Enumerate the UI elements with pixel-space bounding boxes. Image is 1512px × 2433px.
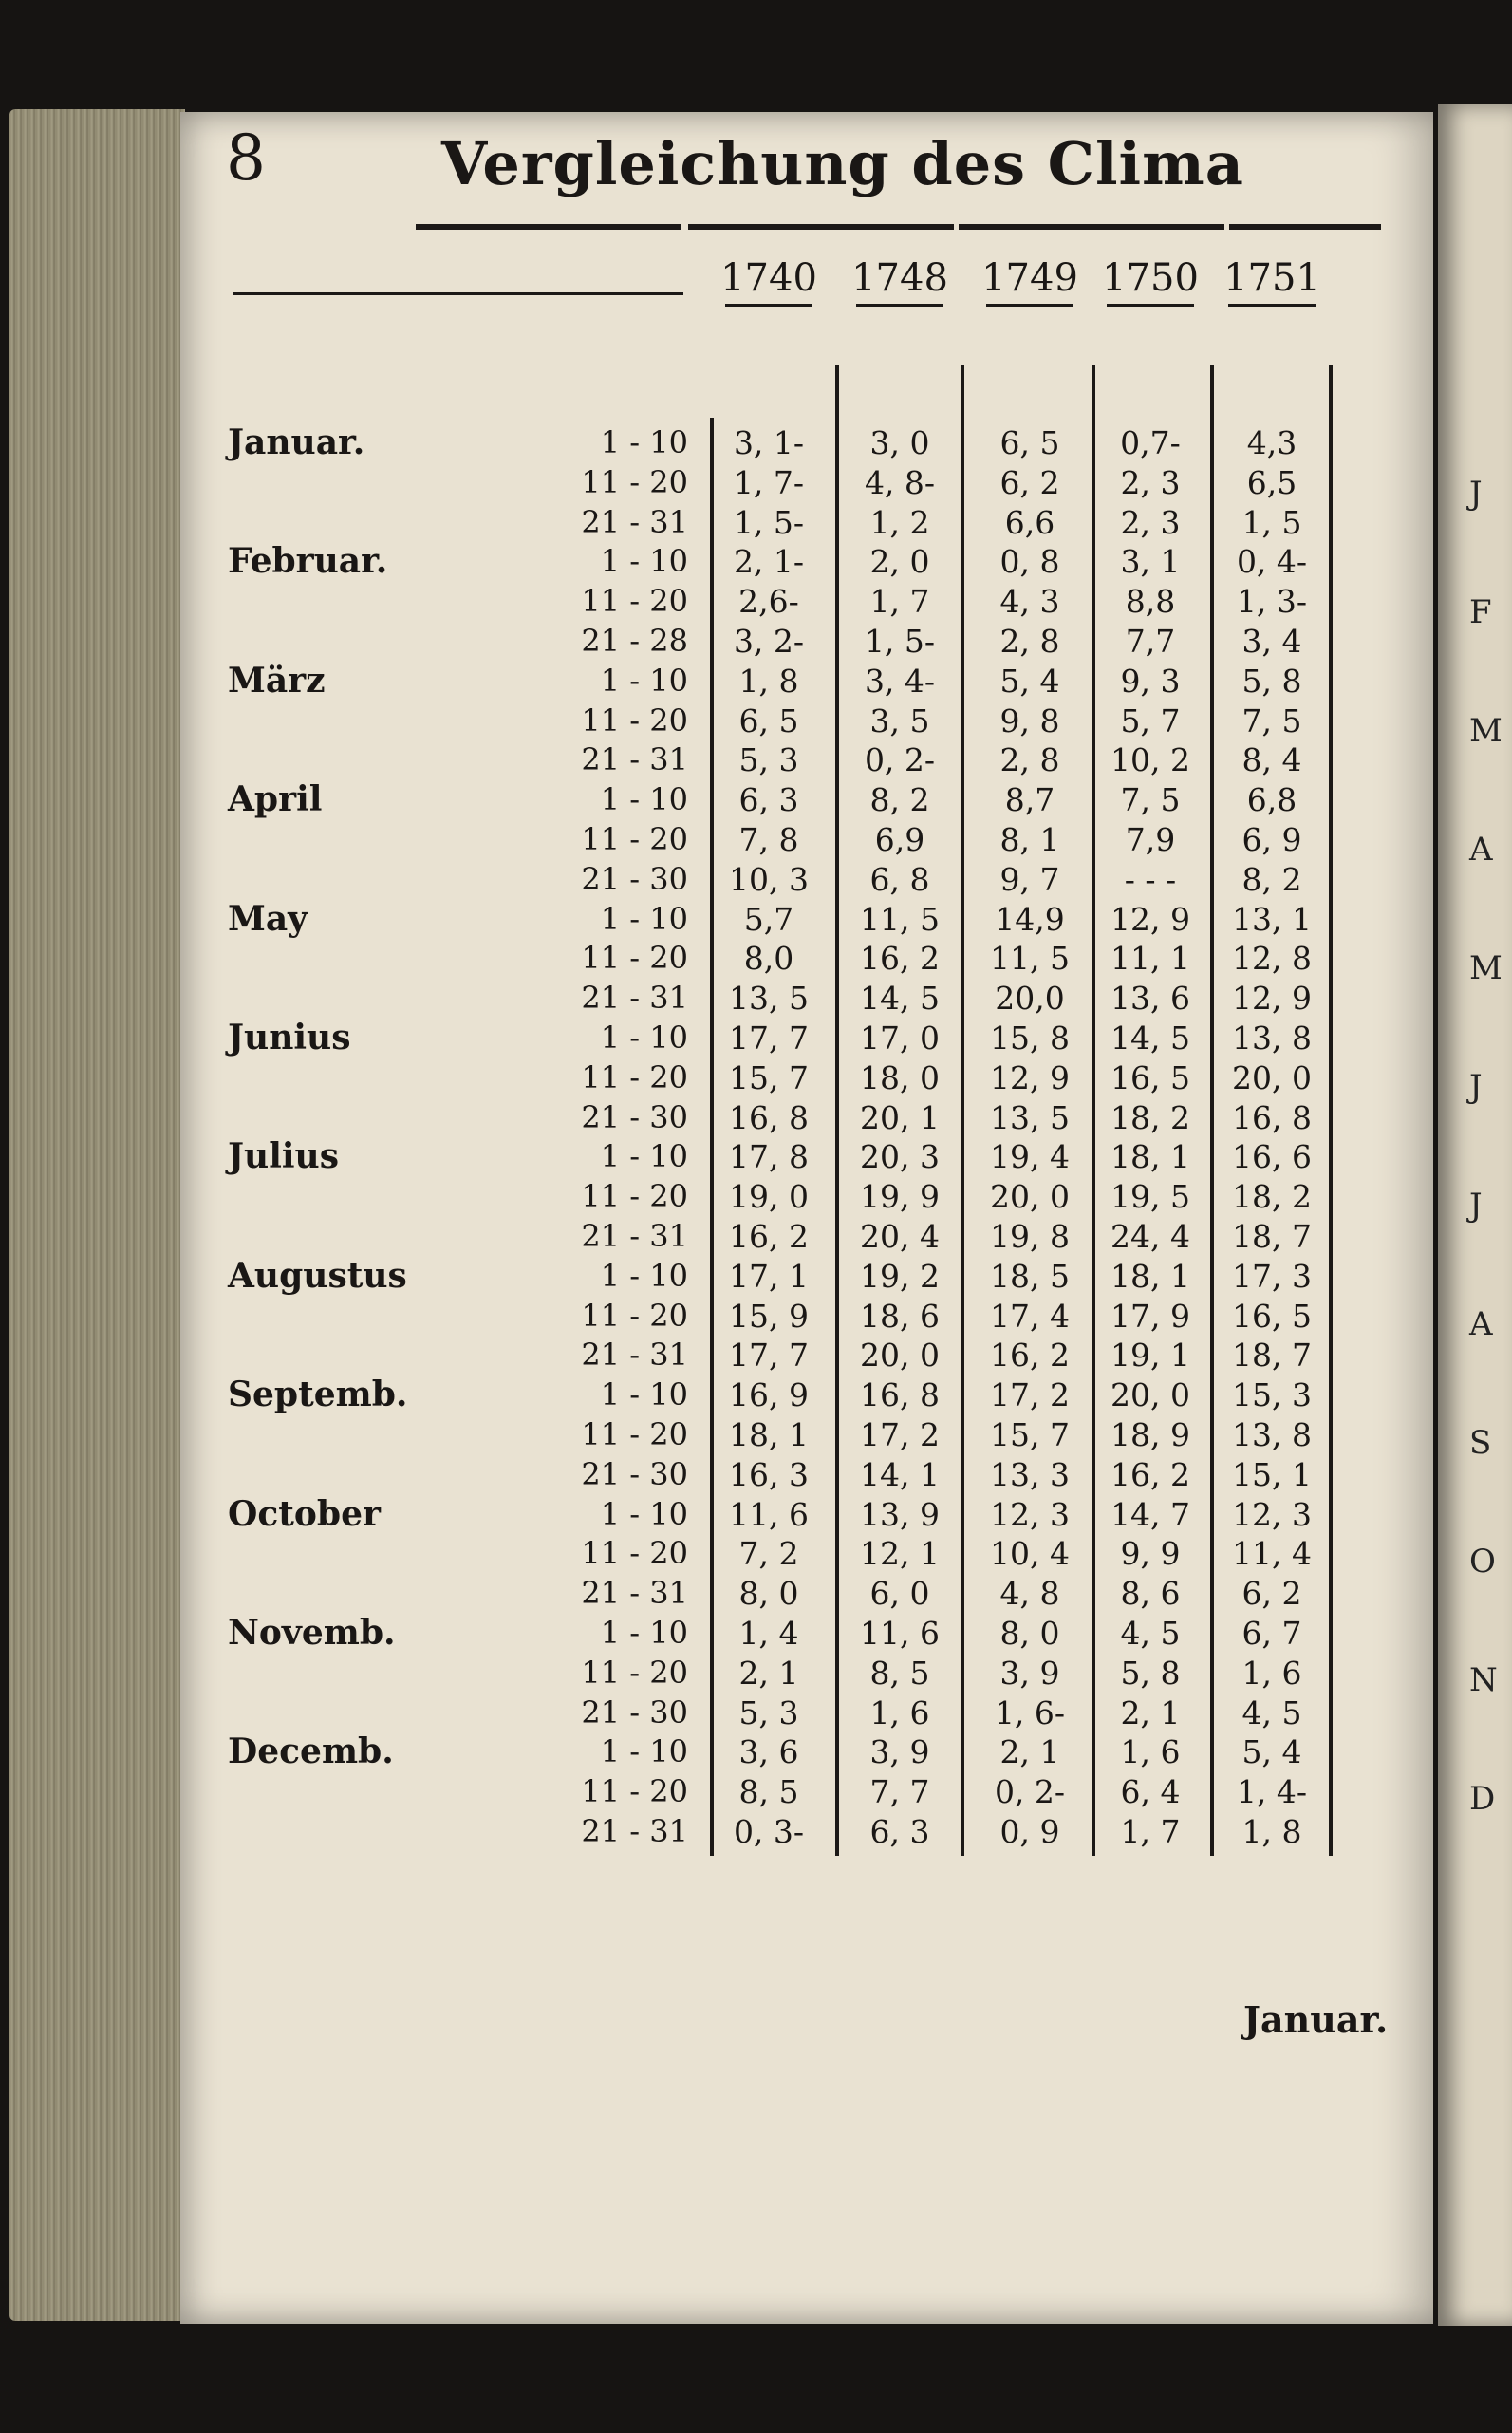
period-label: 1 - 10: [600, 1615, 688, 1651]
table-cell: 3, 6: [738, 1733, 799, 1771]
period-label: 1 - 10: [600, 1376, 688, 1413]
next-page-letter: J: [1469, 475, 1483, 513]
table-cell: 17, 2: [860, 1416, 940, 1453]
table-cell: 17, 8: [729, 1138, 809, 1176]
period-label: 1 - 10: [600, 543, 688, 580]
table-cell: 1, 7-: [733, 463, 805, 501]
table-cell: 13, 9: [860, 1495, 940, 1533]
table-cell: 17, 2: [990, 1376, 1070, 1414]
table-cell: 9, 3: [1120, 662, 1181, 700]
period-label: 1 - 10: [600, 900, 688, 937]
period-label: 21 - 30: [581, 860, 688, 897]
table-cell: 2, 1-: [733, 543, 805, 581]
column-separator: [835, 365, 839, 1856]
table-cell: 20, 1: [860, 1098, 940, 1136]
period-label: 21 - 31: [581, 503, 688, 540]
table-cell: 18, 9: [1111, 1416, 1190, 1453]
period-label: 11 - 20: [581, 1773, 688, 1810]
table-cell: 3, 1-: [733, 424, 805, 461]
table-cell: 0, 2-: [994, 1773, 1066, 1811]
table-cell: 2,6-: [738, 583, 799, 621]
month-label: Septemb.: [228, 1375, 408, 1415]
table-cell: 14, 1: [860, 1455, 940, 1493]
table-cell: 1, 5-: [733, 503, 805, 541]
next-page-letter: A: [1469, 1305, 1493, 1343]
table-cell: 17, 4: [990, 1297, 1070, 1335]
month-label: Decemb.: [228, 1731, 394, 1772]
table-cell: 12, 9: [1232, 980, 1312, 1018]
table-cell: 5, 3: [738, 1694, 799, 1731]
table-cell: 18, 7: [1232, 1218, 1312, 1255]
year-header-1749: 1749: [981, 256, 1078, 300]
period-label: 1 - 10: [600, 662, 688, 699]
table-cell: 17, 9: [1111, 1297, 1190, 1335]
table-cell: - - -: [1124, 860, 1177, 898]
period-label: 11 - 20: [581, 702, 688, 739]
table-cell: 7, 5: [1241, 702, 1302, 739]
table-cell: 11, 1: [1111, 940, 1190, 978]
table-cell: 6,5: [1246, 463, 1297, 501]
year-header-underline: [1107, 304, 1194, 307]
table-cell: 13, 3: [990, 1455, 1070, 1493]
table-cell: 3, 5: [869, 702, 930, 739]
table-cell: 6, 7: [1241, 1615, 1302, 1652]
period-label: 11 - 20: [581, 1535, 688, 1572]
next-page-letter: J: [1469, 1187, 1483, 1225]
period-label: 11 - 20: [581, 583, 688, 620]
table-cell: 15, 7: [729, 1058, 809, 1096]
next-page-letter: O: [1469, 1543, 1496, 1581]
table-cell: 10, 4: [990, 1535, 1070, 1573]
table-cell: 8, 0: [738, 1575, 799, 1613]
table-cell: 7, 5: [1120, 781, 1181, 819]
table-cell: 5,7: [743, 900, 794, 938]
table-cell: 19, 5: [1111, 1178, 1190, 1216]
year-header-1740: 1740: [720, 256, 817, 300]
table-cell: 20, 4: [860, 1218, 940, 1255]
table-cell: 6, 2: [1241, 1575, 1302, 1613]
month-label: Februar.: [228, 541, 388, 582]
period-label: 11 - 20: [581, 1416, 688, 1452]
header-rule: [416, 224, 681, 230]
next-page-letter: M: [1469, 712, 1503, 750]
table-cell: 8, 4: [1241, 741, 1302, 779]
table-cell: 15, 7: [990, 1416, 1070, 1453]
table-cell: 7, 8: [738, 821, 799, 858]
table-cell: 20, 3: [860, 1138, 940, 1176]
table-cell: 8,8: [1125, 583, 1176, 621]
table-cell: 4,3: [1246, 424, 1297, 461]
table-cell: 6,8: [1246, 781, 1297, 819]
table-cell: 2, 3: [1120, 463, 1181, 501]
period-label: 1 - 10: [600, 424, 688, 460]
next-page-letter: M: [1469, 949, 1503, 987]
period-label: 21 - 31: [581, 980, 688, 1017]
table-cell: 1, 5-: [864, 623, 936, 660]
period-label: 11 - 20: [581, 940, 688, 977]
table-cell: 2, 8: [999, 623, 1060, 660]
table-cell: 1, 2: [869, 503, 930, 541]
table-cell: 1, 6: [1241, 1654, 1302, 1692]
table-cell: 11, 5: [860, 900, 940, 938]
table-cell: 18, 6: [860, 1297, 940, 1335]
column-heading-underline: [233, 292, 683, 295]
table-cell: 1, 6: [869, 1694, 930, 1731]
table-cell: 10, 3: [729, 860, 809, 898]
table-cell: 8, 1: [999, 821, 1060, 858]
period-label: 21 - 28: [581, 623, 688, 659]
table-cell: 9, 8: [999, 702, 1060, 739]
month-label: Januar.: [228, 422, 365, 462]
table-cell: 3, 4-: [864, 662, 936, 700]
table-cell: 5, 4: [999, 662, 1060, 700]
table-cell: 5, 8: [1120, 1654, 1181, 1692]
table-cell: 11, 6: [729, 1495, 809, 1533]
table-cell: 4, 8-: [864, 463, 936, 501]
next-page-letter: D: [1469, 1780, 1496, 1818]
table-cell: 18, 5: [990, 1257, 1070, 1295]
table-cell: 16, 5: [1111, 1058, 1190, 1096]
period-label: 21 - 30: [581, 1098, 688, 1135]
book-page-edges: [9, 109, 185, 2321]
table-cell: 14, 5: [860, 980, 940, 1018]
period-label: 11 - 20: [581, 1654, 688, 1691]
table-cell: 3, 0: [869, 424, 930, 461]
table-cell: 1, 3-: [1236, 583, 1308, 621]
year-header-1750: 1750: [1102, 256, 1199, 300]
table-cell: 13, 5: [729, 980, 809, 1018]
table-cell: 19, 8: [990, 1218, 1070, 1255]
next-page-letter: F: [1469, 593, 1492, 631]
table-cell: 1, 5: [1241, 503, 1302, 541]
month-label: März: [228, 660, 326, 701]
table-cell: 3, 9: [869, 1733, 930, 1771]
header-rule: [1229, 224, 1381, 230]
month-label: Augustus: [228, 1255, 407, 1296]
period-label: 1 - 10: [600, 1138, 688, 1175]
table-cell: 1, 4: [738, 1615, 799, 1652]
table-cell: 6, 4: [1120, 1773, 1181, 1811]
table-cell: 12, 3: [990, 1495, 1070, 1533]
table-cell: 16, 8: [729, 1098, 809, 1136]
table-cell: 17, 3: [1232, 1257, 1312, 1295]
next-page-letter: A: [1469, 831, 1493, 869]
table-cell: 8, 2: [869, 781, 930, 819]
table-cell: 14, 5: [1111, 1020, 1190, 1057]
table-cell: 19, 1: [1111, 1337, 1190, 1375]
table-cell: 1, 8: [1241, 1813, 1302, 1850]
table-cell: 18, 1: [1111, 1257, 1190, 1295]
period-label: 21 - 31: [581, 1337, 688, 1374]
table-cell: 6, 8: [869, 860, 930, 898]
table-cell: 3, 9: [999, 1654, 1060, 1692]
month-label: Novemb.: [228, 1613, 396, 1653]
table-cell: 3, 2-: [733, 623, 805, 660]
table-cell: 19, 0: [729, 1178, 809, 1216]
table-cell: 0, 8: [999, 543, 1060, 581]
table-cell: 20,0: [995, 980, 1065, 1018]
table-cell: 4, 3: [999, 583, 1060, 621]
table-cell: 8, 6: [1120, 1575, 1181, 1613]
period-label: 1 - 10: [600, 1495, 688, 1532]
table-cell: 6, 9: [1241, 821, 1302, 858]
table-cell: 5, 8: [1241, 662, 1302, 700]
table-cell: 16, 2: [860, 940, 940, 978]
table-cell: 5, 7: [1120, 702, 1181, 739]
table-cell: 8, 5: [738, 1773, 799, 1811]
table-cell: 18, 2: [1232, 1178, 1312, 1216]
table-cell: 2, 1: [738, 1654, 799, 1692]
table-cell: 13, 6: [1111, 980, 1190, 1018]
table-cell: 2, 3: [1120, 503, 1181, 541]
next-page-letter: S: [1469, 1424, 1492, 1462]
table-cell: 14,9: [995, 900, 1065, 938]
table-cell: 20, 0: [1232, 1058, 1312, 1096]
period-label: 1 - 10: [600, 781, 688, 818]
next-page-letter: N: [1469, 1661, 1498, 1699]
table-cell: 0, 4-: [1236, 543, 1308, 581]
table-cell: 0, 3-: [733, 1813, 805, 1850]
table-cell: 11, 6: [860, 1615, 940, 1652]
table-cell: 6,6: [1004, 503, 1055, 541]
column-separator: [1329, 365, 1333, 1856]
month-label: Julius: [228, 1136, 339, 1177]
header-rule: [959, 224, 1224, 230]
year-header-underline: [856, 304, 943, 307]
period-label: 21 - 31: [581, 741, 688, 778]
table-cell: 4, 5: [1241, 1694, 1302, 1731]
month-label: April: [228, 779, 323, 820]
table-cell: 16, 2: [729, 1218, 809, 1255]
table-cell: 12, 3: [1232, 1495, 1312, 1533]
table-cell: 20, 0: [990, 1178, 1070, 1216]
table-cell: 0, 2-: [864, 741, 936, 779]
table-cell: 12, 9: [1111, 900, 1190, 938]
table-cell: 8,0: [743, 940, 794, 978]
table-cell: 20, 0: [860, 1337, 940, 1375]
table-cell: 15, 3: [1232, 1376, 1312, 1414]
table-cell: 1, 8: [738, 662, 799, 700]
table-cell: 16, 2: [1111, 1455, 1190, 1493]
table-cell: 10, 2: [1111, 741, 1190, 779]
period-label: 1 - 10: [600, 1020, 688, 1056]
table-cell: 13, 1: [1232, 900, 1312, 938]
table-cell: 16, 5: [1232, 1297, 1312, 1335]
table-cell: 1, 7: [869, 583, 930, 621]
table-cell: 11, 4: [1232, 1535, 1312, 1573]
table-cell: 6, 0: [869, 1575, 930, 1613]
table-cell: 2, 1: [1120, 1694, 1181, 1731]
year-header-underline: [1228, 304, 1316, 307]
table-cell: 8, 5: [869, 1654, 930, 1692]
period-label: 11 - 20: [581, 1297, 688, 1334]
next-page-letter: J: [1469, 1068, 1483, 1106]
table-cell: 6, 2: [999, 463, 1060, 501]
table-cell: 12, 8: [1232, 940, 1312, 978]
year-header-underline: [986, 304, 1073, 307]
period-label: 21 - 31: [581, 1218, 688, 1254]
table-cell: 2, 1: [999, 1733, 1060, 1771]
table-cell: 0, 9: [999, 1813, 1060, 1850]
table-cell: 15, 1: [1232, 1455, 1312, 1493]
table-cell: 3, 4: [1241, 623, 1302, 660]
table-cell: 15, 9: [729, 1297, 809, 1335]
table-cell: 1, 4-: [1236, 1773, 1308, 1811]
table-cell: 17, 7: [729, 1337, 809, 1375]
month-label: October: [228, 1493, 381, 1534]
period-label: 11 - 20: [581, 463, 688, 500]
period-label: 11 - 20: [581, 821, 688, 857]
page-title: Vergleichung des Clima: [441, 129, 1244, 198]
header-rule: [688, 224, 954, 230]
period-label: 1 - 10: [600, 1257, 688, 1294]
period-label: 1 - 10: [600, 1733, 688, 1770]
table-cell: 17, 7: [729, 1020, 809, 1057]
table-cell: 13, 8: [1232, 1416, 1312, 1453]
table-cell: 9, 7: [999, 860, 1060, 898]
table-cell: 7,7: [1125, 623, 1176, 660]
table-cell: 4, 8: [999, 1575, 1060, 1613]
table-cell: 15, 8: [990, 1020, 1070, 1057]
table-cell: 16, 8: [1232, 1098, 1312, 1136]
table-cell: 3, 1: [1120, 543, 1181, 581]
table-cell: 1, 7: [1120, 1813, 1181, 1850]
table-cell: 6,9: [874, 821, 925, 858]
table-cell: 6, 3: [738, 781, 799, 819]
catchword: Januar.: [1243, 1998, 1389, 2041]
table-cell: 17, 1: [729, 1257, 809, 1295]
table-cell: 12, 1: [860, 1535, 940, 1573]
table-cell: 1, 6-: [994, 1694, 1066, 1731]
month-label: May: [228, 898, 308, 939]
period-label: 11 - 20: [581, 1178, 688, 1215]
table-cell: 6, 5: [999, 424, 1060, 461]
table-cell: 18, 1: [729, 1416, 809, 1453]
table-cell: 16, 2: [990, 1337, 1070, 1375]
table-cell: 19, 9: [860, 1178, 940, 1216]
period-label: 21 - 31: [581, 1813, 688, 1849]
period-label: 21 - 30: [581, 1455, 688, 1492]
table-cell: 13, 8: [1232, 1020, 1312, 1057]
table-cell: 8,7: [1004, 781, 1055, 819]
year-header-1751: 1751: [1223, 256, 1320, 300]
table-cell: 0,7-: [1120, 424, 1181, 461]
table-cell: 9, 9: [1120, 1535, 1181, 1573]
table-cell: 20, 0: [1111, 1376, 1190, 1414]
table-cell: 16, 8: [860, 1376, 940, 1414]
table-cell: 12, 9: [990, 1058, 1070, 1096]
table-cell: 19, 4: [990, 1138, 1070, 1176]
period-label: 21 - 30: [581, 1694, 688, 1731]
table-cell: 18, 1: [1111, 1138, 1190, 1176]
table-cell: 18, 7: [1232, 1337, 1312, 1375]
table-cell: 1, 6: [1120, 1733, 1181, 1771]
page-number: 8: [226, 122, 266, 195]
column-separator: [961, 365, 964, 1856]
table-cell: 5, 3: [738, 741, 799, 779]
column-separator: [1210, 365, 1214, 1856]
table-cell: 7, 2: [738, 1535, 799, 1573]
year-header-1748: 1748: [851, 256, 948, 300]
table-cell: 4, 5: [1120, 1615, 1181, 1652]
period-label: 21 - 31: [581, 1575, 688, 1612]
table-cell: 24, 4: [1111, 1218, 1190, 1255]
table-cell: 16, 6: [1232, 1138, 1312, 1176]
table-cell: 8, 2: [1241, 860, 1302, 898]
year-header-underline: [725, 304, 812, 307]
table-cell: 13, 5: [990, 1098, 1070, 1136]
table-cell: 8, 0: [999, 1615, 1060, 1652]
table-cell: 18, 0: [860, 1058, 940, 1096]
table-cell: 2, 8: [999, 741, 1060, 779]
table-cell: 5, 4: [1241, 1733, 1302, 1771]
table-cell: 6, 5: [738, 702, 799, 739]
period-label: 11 - 20: [581, 1058, 688, 1095]
table-cell: 7,9: [1125, 821, 1176, 858]
table-cell: 16, 9: [729, 1376, 809, 1414]
table-cell: 6, 3: [869, 1813, 930, 1850]
table-cell: 2, 0: [869, 543, 930, 581]
table-cell: 11, 5: [990, 940, 1070, 978]
month-label: Junius: [228, 1018, 351, 1057]
table-cell: 19, 2: [860, 1257, 940, 1295]
table-cell: 18, 2: [1111, 1098, 1190, 1136]
table-cell: 17, 0: [860, 1020, 940, 1057]
table-cell: 16, 3: [729, 1455, 809, 1493]
table-cell: 14, 7: [1111, 1495, 1190, 1533]
table-cell: 7, 7: [869, 1773, 930, 1811]
